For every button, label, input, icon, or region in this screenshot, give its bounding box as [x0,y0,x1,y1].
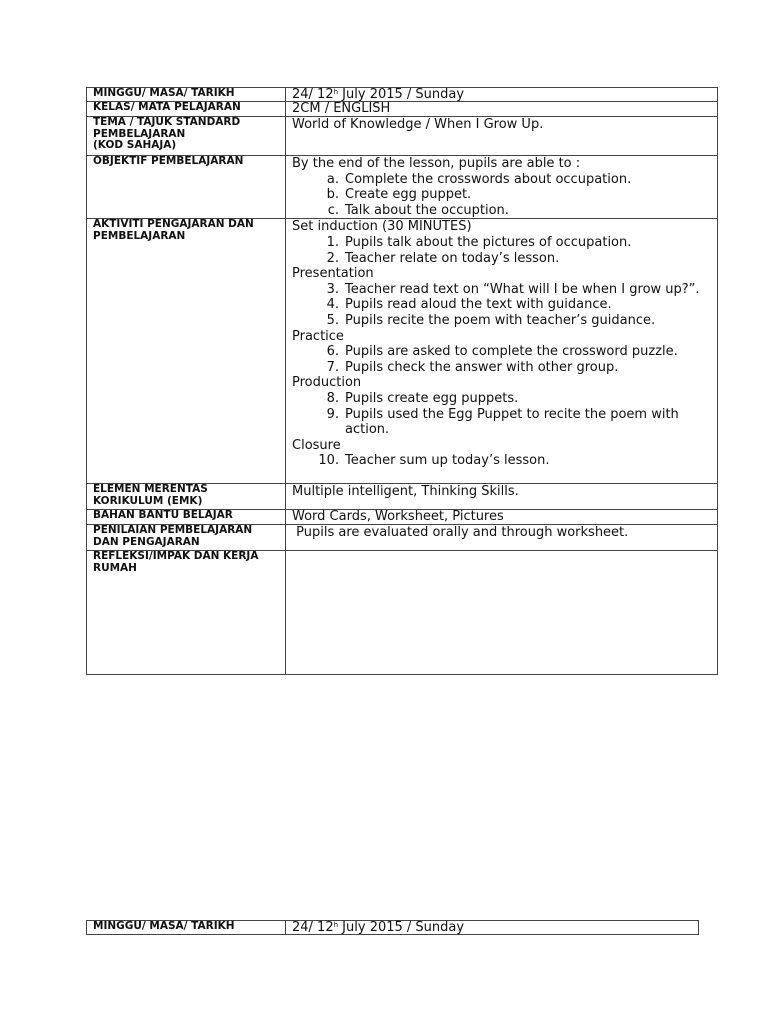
date-pre: 24/ 12 [292,920,334,935]
step-item [292,360,717,376]
objektif-item [292,187,717,203]
label-elemen [87,484,286,510]
label-tema-line3: (KOD SAHAJA) [93,139,177,151]
value-refleksi [286,551,718,675]
step-item [292,407,717,438]
step-text: Pupils create egg puppets. [345,390,519,406]
label-refleksi [87,551,286,675]
section-presentation: Presentation [292,266,374,282]
step-number: 4. [326,297,339,313]
lesson-plan-table-next-page [86,920,699,935]
step-item [292,235,717,251]
step-number: 6. [326,344,339,360]
step-text: Pupils recite the poem with teacher’s guidance. [345,312,656,328]
label-objektif: OBJEKTIF PEMBELAJARAN [87,156,286,219]
label-refleksi-line1: REFLEKSI/IMPAK DAN KERJA [93,550,259,563]
label-refleksi-line2: RUMAH [93,561,137,574]
objektif-marker: a. [326,171,339,187]
label-elemen-line2: KORIKULUM (EMK) [93,494,203,507]
step-text: Pupils are asked to complete the crossword puzzle. [345,344,678,360]
section-set-induction: Set induction (30 MINUTES) [292,219,472,235]
objektif-text: Talk about the occuption. [345,202,509,218]
row-objektif [87,156,718,219]
label-tema-line1: TEMA / TAJUK STANDARD [93,116,241,128]
step-number: 9. [326,406,339,422]
row-bahan [87,510,718,525]
date-pre: 24/ 12 [292,87,334,102]
label-kelas: KELAS/ MATA PELAJARAN [87,102,286,117]
label-elemen-line1: ELEMEN MERENTAS [93,483,208,496]
step-item [292,313,717,329]
step-item [292,251,717,267]
label-tema [87,117,286,156]
row-kelas [87,102,718,117]
step-number: 1. [326,234,339,250]
step-text: Pupils used the Egg Puppet to recite the poem with action. [345,406,679,438]
date-sup: h [333,921,339,929]
row-tema [87,117,718,156]
date-post: July 2015 / Sunday [338,87,465,102]
section-closure: Closure [292,437,341,453]
row-elemen [87,484,718,510]
label-aktiviti [87,219,286,484]
section-production: Production [292,375,362,391]
value-bahan: Word Cards, Worksheet, Pictures [286,510,718,525]
objektif-text: Create egg puppet. [345,187,472,203]
label-tema-line2: PEMBELAJARAN [93,127,186,140]
step-item [292,391,717,407]
label-aktiviti-line1: AKTIVITI PENGAJARAN DAN [93,218,254,231]
row-minggu [87,88,718,102]
step-number: 8. [326,390,339,406]
step-number: 7. [326,359,339,375]
label-minggu: MINGGU/ MASA/ TARIKH [87,921,286,935]
value-penilaian: Pupils are evaluated orally and through worksheet. [286,525,718,551]
step-number: 3. [326,281,339,297]
step-item [292,344,717,360]
date-sup: h [333,88,339,96]
objektif-item [292,172,717,188]
label-penilaian [87,525,286,551]
value-objektif [286,156,718,219]
row-refleksi [87,551,718,675]
row-minggu [87,921,699,935]
value-kelas: 2CM / ENGLISH [286,102,718,117]
step-item [292,453,717,469]
step-text: Pupils read aloud the text with guidance. [345,297,612,313]
step-text: Pupils check the answer with other group. [345,359,619,375]
date-post: July 2015 / Sunday [338,920,465,935]
row-aktiviti [87,219,718,484]
label-penilaian-line2: DAN PENGAJARAN [93,535,200,548]
label-penilaian-line1: PENILAIAN PEMBELAJARAN [93,524,253,537]
step-text: Teacher sum up today’s lesson. [345,453,550,469]
section-practice: Practice [292,328,344,344]
row-penilaian [87,525,718,551]
step-item [292,297,717,313]
label-minggu: MINGGU/ MASA/ TARIKH [87,88,286,102]
objektif-marker: b. [326,187,339,203]
objektif-intro: By the end of the lesson, pupils are able to : [292,156,581,171]
value-minggu [286,921,699,935]
value-aktiviti [286,219,718,484]
value-elemen: Multiple intelligent, Thinking Skills. [286,484,718,510]
objektif-text: Complete the crosswords about occupation. [345,171,632,187]
value-tema: World of Knowledge / When I Grow Up. [286,117,718,156]
step-number: 5. [326,312,339,328]
step-number: 10. [318,453,339,469]
objektif-item [292,203,717,219]
step-number: 2. [326,250,339,266]
value-minggu [286,88,718,102]
step-item [292,282,717,298]
step-text: Teacher read text on “What will I be when I grow up?”. [345,281,700,297]
label-aktiviti-line2: PEMBELAJARAN [93,229,186,242]
label-bahan: BAHAN BANTU BELAJAR [87,510,286,525]
lesson-plan-table [86,87,718,675]
objektif-marker: c. [327,202,339,218]
step-text: Pupils talk about the pictures of occupation. [345,234,632,250]
step-text: Teacher relate on today’s lesson. [345,250,560,266]
